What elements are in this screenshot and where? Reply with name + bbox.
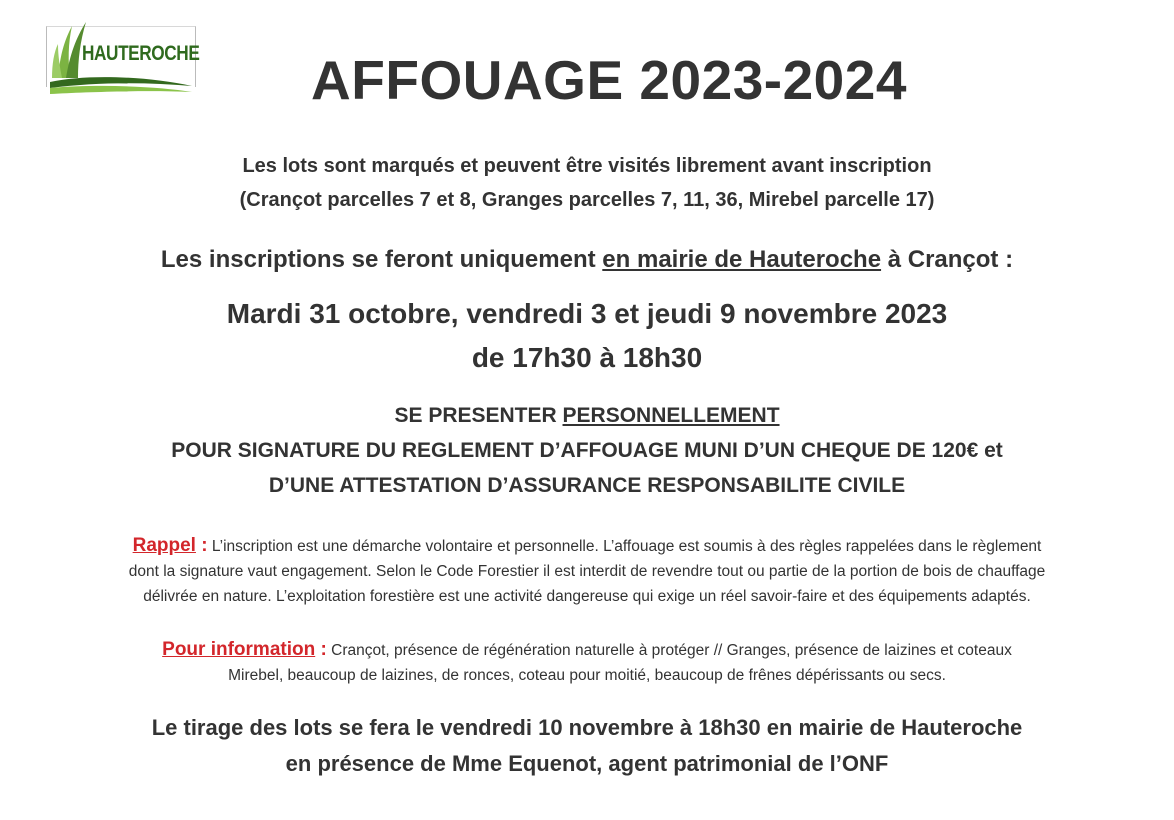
dates-line-1: Mardi 31 octobre, vendredi 3 et jeudi 9 novembre 2023 [226,298,948,329]
rappel-line-2: dont la signature vaut engagement. Selon le Code Forestier il est interdit de revendre tout ou partie de la portion de bois de chauffage [128,563,1046,580]
rappel-colon: : [195,535,208,556]
information-colon: : [315,639,327,660]
rappel-label: Rappel [132,535,196,556]
requirements-line-1 [0,404,1174,428]
title-text: AFFOUAGE 2023-2024 [311,49,907,111]
information-line-1 [0,637,1174,663]
requirements-line-2: POUR SIGNATURE DU REGLEMENT D’AFFOUAGE MUNI D’UN CHEQUE DE 120€ et [171,439,1003,462]
inscriptions-line [0,246,1174,274]
rappel-text-1: L’inscription est une démarche volontaire et personnelle. L’affouage est soumis à des règles rappelées dans le règlement [207,538,1042,555]
inscriptions-post: à Crançot : [881,246,1014,273]
inscriptions-location: en mairie de Hauteroche [602,246,882,273]
inscriptions-pre: Les inscriptions se feront uniquement [160,246,603,273]
page-title [0,48,1174,112]
information-label: Pour information [162,639,316,660]
intro-line-1: Les lots sont marqués et peuvent être visités librement avant inscription [242,155,932,177]
requirements-line-3: D’UNE ATTESTATION D’ASSURANCE RESPONSABILITE CIVILE [268,474,906,497]
rappel-line-1 [0,533,1174,559]
tirage-line-2: en présence de Mme Equenot, agent patrimonial de l’ONF [285,751,889,776]
requirements-underlined: PERSONNELLEMENT [562,404,780,427]
information-line-2: Mirebel, beaucoup de laizines, de ronces, coteau pour moitié, beaucoup de frênes dépérissants ou secs. [228,667,946,684]
logo-text: HAUTEROCHE [82,42,200,65]
dates-line-2: de 17h30 à 18h30 [471,342,703,373]
requirements-pre: SE PRESENTER [394,404,563,427]
information-text-1: Crançot, présence de régénération naturelle à protéger // Granges, présence de laizines et coteaux [326,642,1012,659]
tirage-line-1: Le tirage des lots se fera le vendredi 10 novembre à 18h30 en mairie de Hauteroche [151,715,1023,740]
intro-line-2: (Crançot parcelles 7 et 8, Granges parcelles 7, 11, 36, Mirebel parcelle 17) [239,189,935,211]
rappel-line-3: délivrée en nature. L’exploitation forestière est une activité dangereuse qui exige un réel savoir-faire et des équipements adaptés. [143,588,1031,605]
